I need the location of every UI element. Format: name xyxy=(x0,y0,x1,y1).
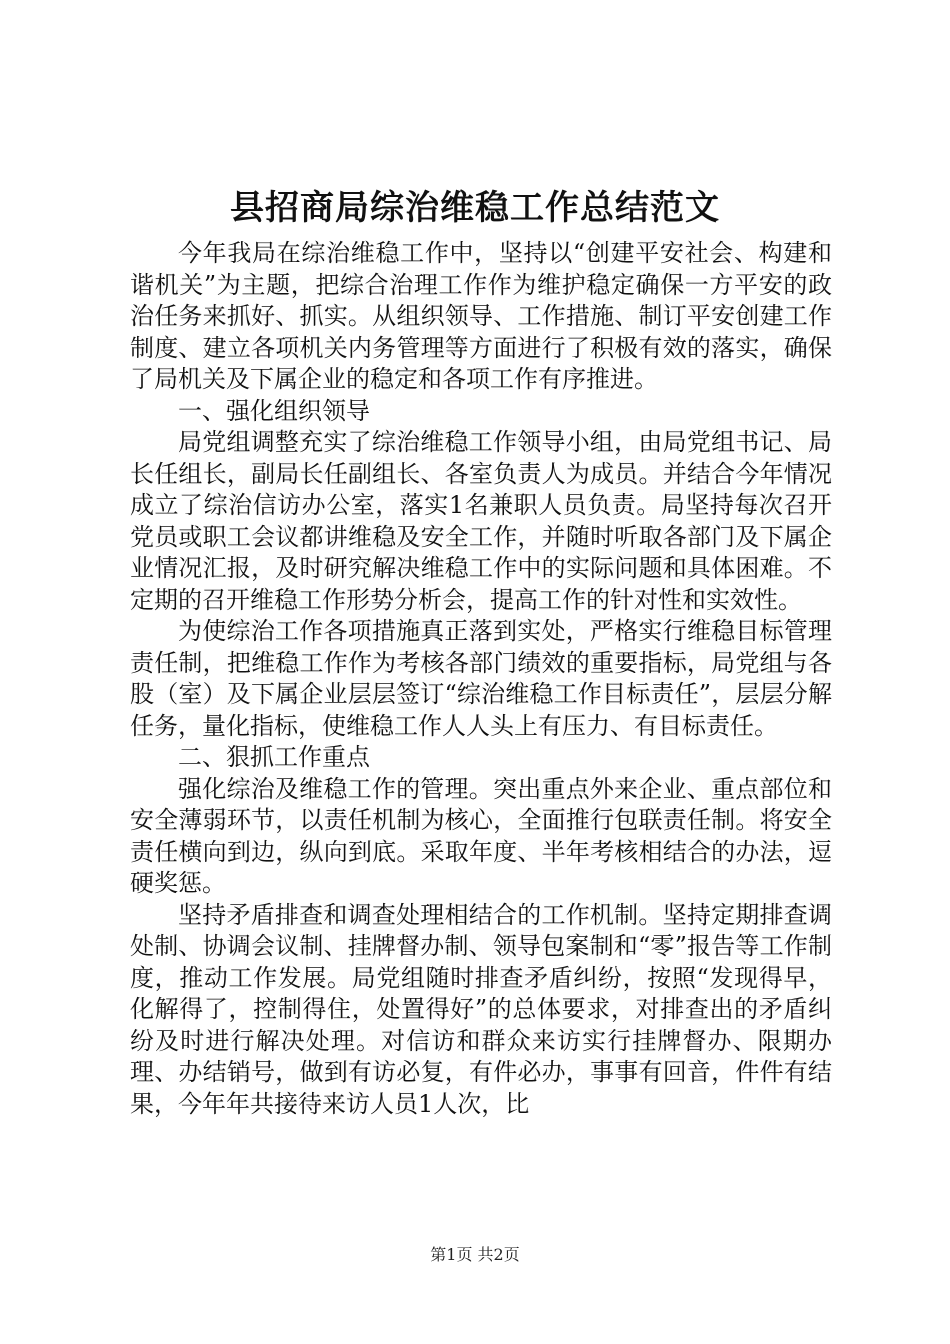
paragraph: 坚持矛盾排查和调查处理相结合的工作机制。坚持定期排查调处制、协调会议制、挂牌督办制、领导包案制和“零”报告等工作制度，推动工作发展。局党组随时排查矛盾纠纷，按照“发现得早，化解得了，控制得住，处置得好”的总体要求，对排查出的矛盾纠纷及时进行解决处理。对信访和群众来访实行挂牌督办、限期办理、办结销号，做到有访必复，有件必办，事事有回音，件件有结果，今年年共接待来访人员1人次，比 xyxy=(130,900,832,1118)
section-heading-1: 一、强化组织领导 xyxy=(178,396,370,425)
page-footer: 第1页 共2页 xyxy=(430,1245,520,1264)
paragraph: 为使综治工作各项措施真正落到实处，严格实行维稳目标管理责任制，把维稳工作作为考核各部门绩效的重要指标，局党组与各股（室）及下属企业层层签订“综治维稳工作目标责任”，层层分解任务，量化指标，使维稳工作人人头上有压力、有目标责任。 xyxy=(130,617,832,740)
document-title: 县招商局综治维稳工作总结范文 xyxy=(230,188,720,228)
paragraph: 局党组调整充实了综治维稳工作领导小组，由局党组书记、局长任组长，副局长任副组长、各室负责人为成员。并结合今年情况成立了综治信访办公室，落实1名兼职人员负责。局坚持每次召开党员或职工会议都讲维稳及安全工作，并随时听取各部门及下属企业情况汇报，及时研究解决维稳工作中的实际问题和具体困难。不定期的召开维稳工作形势分析会，提高工作的针对性和实效性。 xyxy=(130,428,832,614)
section-heading-2: 二、狠抓工作重点 xyxy=(178,743,370,771)
intro-paragraph: 今年我局在综治维稳工作中，坚持以“创建平安社会、构建和谐机关”为主题，把综合治理工作作为维护稳定确保一方平安的政治任务来抓好、抓实。从组织领导、工作措施、制订平安创建工作制度、建立各项机关内务管理等方面进行了积极有效的落实，确保了局机关及下属企业的稳定和各项工作有序推进。 xyxy=(130,239,832,393)
document-body xyxy=(130,238,832,1120)
paragraph: 强化综治及维稳工作的管理。突出重点外来企业、重点部位和安全薄弱环节，以责任机制为核心，全面推行包联责任制。将安全责任横向到边，纵向到底。采取年度、半年考核相结合的办法，逗硬奖惩。 xyxy=(130,774,832,897)
